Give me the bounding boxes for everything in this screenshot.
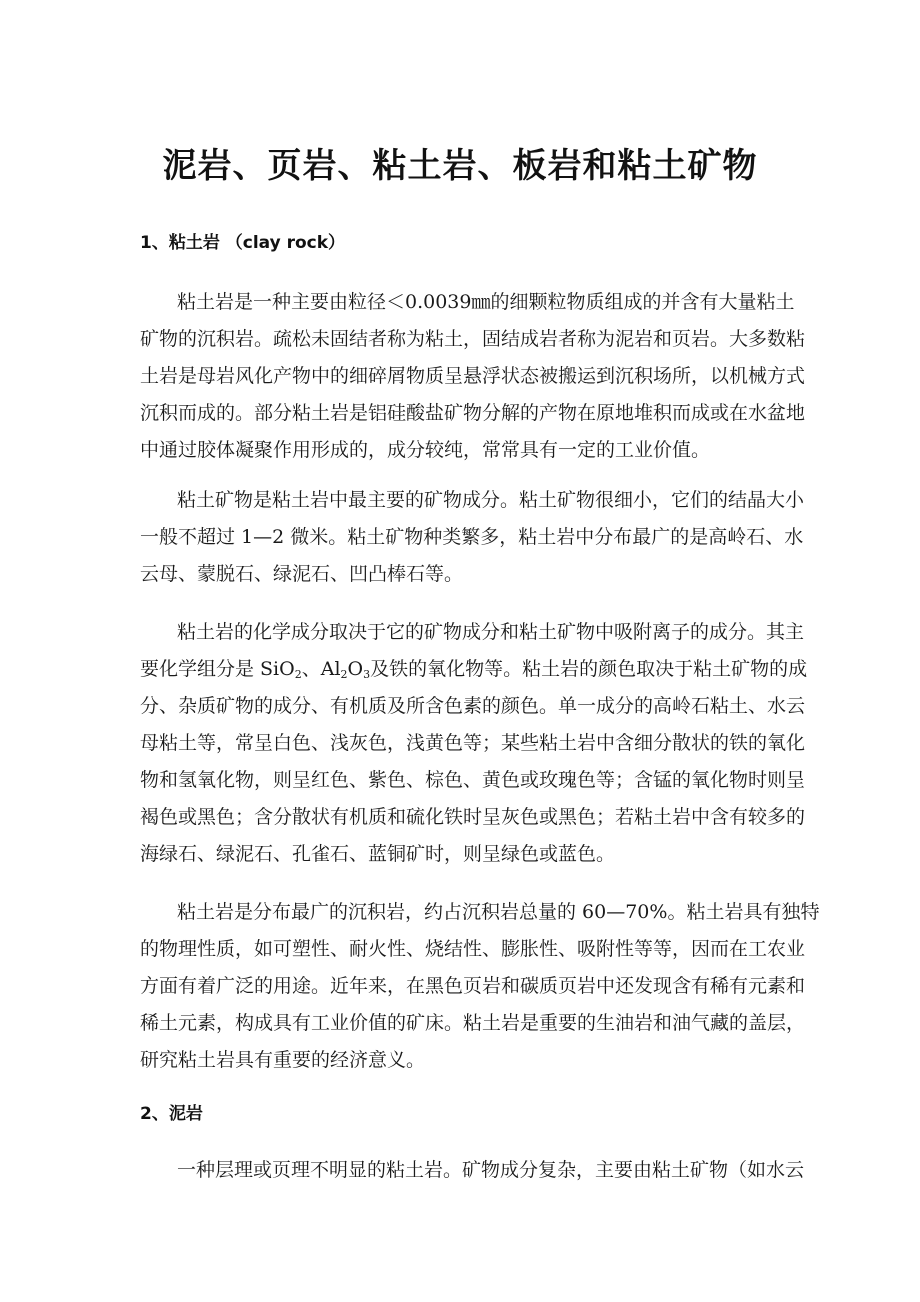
paragraph-chemical-composition [140,614,808,873]
paragraph-line: 研究粘土岩具有重要的经济意义。 [140,1049,426,1071]
document-title: 泥岩、页岩、粘土岩、板岩和粘土矿物 [162,146,758,186]
paragraph-clay-minerals [140,482,805,593]
section-heading-mudstone: 2、泥岩 [140,1104,203,1124]
paragraph-line: 母粘土等，常呈白色、浅灰色，浅黄色等；某些粘土岩中含细分散状的铁的氧化 [140,732,806,754]
paragraph-line: 稀土元素，构成具有工业价值的矿床。粘土岩是重要的生油岩和油气藏的盖层， [140,1012,806,1034]
paragraph-distribution-uses [140,894,820,1079]
paragraph-line: 中通过胶体凝聚作用形成的，成分较纯，常常具有一定的工业价值。 [140,439,711,461]
paragraph-line: 粘土岩是一种主要由粒径＜0.0039㎜的细颗粒物质组成的并含有大量粘土 [177,291,795,313]
section-heading-clay-rock: 1、粘土岩 （clay rock） [140,233,346,253]
paragraph-line: 方面有着广泛的用途。近年来，在黑色页岩和碳质页岩中还发现含有稀有元素和 [140,975,806,997]
paragraph-line: 矿物的沉积岩。疏松未固结者称为粘土，固结成岩者称为泥岩和页岩。大多数粘 [140,328,806,350]
paragraph-line: 沉积而成的。部分粘土岩是铝硅酸盐矿物分解的产物在原地堆积而成或在水盆地 [140,402,806,424]
paragraph-mudstone [140,1152,805,1189]
paragraph-line: 一种层理或页理不明显的粘土岩。矿物成分复杂，主要由粘土矿物（如水云 [177,1159,805,1181]
paragraph-line: 分、杂质矿物的成分、有机质及所含色素的颜色。单一成分的高岭石粘土、水云 [140,695,806,717]
paragraph-line: 物和氢氧化物，则呈红色、紫色、棕色、黄色或玫瑰色等；含锰的氧化物时则呈 [140,769,806,791]
paragraph-line: 粘土岩的化学成分取决于它的矿物成分和粘土矿物中吸附离子的成分。其主 [177,621,805,643]
subscript: 2 [294,668,302,681]
paragraph-line: 的物理性质，如可塑性、耐火性、烧结性、膨胀性、吸附性等等，因而在工农业 [140,938,806,960]
paragraph-definition [140,284,806,469]
paragraph-line: 粘土矿物是粘土岩中最主要的矿物成分。粘土矿物很细小，它们的结晶大小 [177,489,805,511]
paragraph-line: 云母、蒙脱石、绿泥石、凹凸棒石等。 [140,563,464,585]
paragraph-line: 褐色或黑色；含分散状有机质和硫化铁时呈灰色或黑色；若粘土岩中含有较多的 [140,806,806,828]
paragraph-line: 土岩是母岩风化产物中的细碎屑物质呈悬浮状态被搬运到沉积场所，以机械方式 [140,365,806,387]
paragraph-line: 海绿石、绿泥石、孔雀石、蓝铜矿时，则呈绿色或蓝色。 [140,843,616,865]
paragraph-line: 粘土岩是分布最广的沉积岩，约占沉积岩总量的 60—70%。粘土岩具有独特 [177,901,820,923]
line-text: 及铁的氧化物等。粘土岩的颜色取决于粘土矿物的成 [370,658,808,680]
paragraph-line: 一般不超过 1—2 微米。粘土矿物种类繁多，粘土岩中分布最广的是高岭石、水 [140,526,804,548]
line-text: 要化学组分是 SiO [140,658,295,680]
paragraph-line-formulas [140,651,808,688]
subscript: 2 [340,668,348,681]
line-text: O [347,658,364,680]
subscript: 3 [363,668,371,681]
line-text: 、Al [301,658,341,680]
